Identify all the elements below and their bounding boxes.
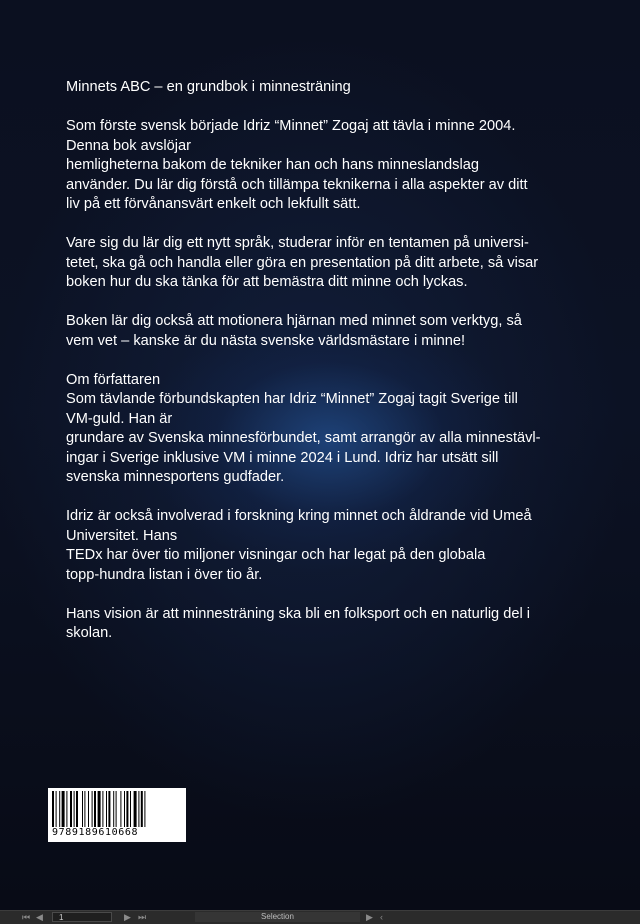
barcode-bars	[52, 791, 182, 827]
text-line: Som tävlande förbundskapten har Idriz “Minnet” Zogaj tagit Sverige till	[66, 391, 518, 407]
isbn-barcode	[48, 788, 186, 842]
next-page-icon[interactable]: ▶	[124, 912, 131, 922]
text-line: topp-hundra listan i över tio år.	[66, 566, 263, 583]
book-title-line	[66, 78, 566, 98]
text-line: Denna bok avslöjar	[66, 137, 191, 154]
text-line: vem vet – kanske är du nästa svenske världsmästare i minne!	[66, 332, 466, 349]
play-icon[interactable]: ▶	[366, 912, 373, 922]
text-line: hemligheterna bakom de tekniker han och hans minneslandslag	[66, 157, 479, 173]
status-bar	[0, 910, 640, 924]
paragraph-vision	[66, 605, 566, 644]
prev-page-icon[interactable]: ◀	[36, 912, 43, 922]
text-line: skolan.	[66, 625, 113, 641]
text-line: boken hur du ska tänka för att bemästra ditt minne och lyckas.	[66, 274, 468, 290]
back-cover-text	[66, 78, 566, 663]
text-line: tetet, ska gå och handla eller göra en presentation på ditt arbete, så visar	[66, 254, 539, 271]
paragraph-intro	[66, 117, 566, 215]
text-line: Hans vision är att minnesträning ska bli en folksport och en naturlig del i	[66, 605, 530, 622]
text-line: Boken lär dig också att motionera hjärnan med minnet som verktyg, så	[66, 313, 522, 329]
text-line: ingar i Sverige inklusive VM i minne 2024 i Lund. Idriz har utsätt sill	[66, 449, 499, 466]
paragraph-uses	[66, 234, 566, 293]
paragraph-author	[66, 371, 566, 488]
text-line: Universitet. Hans	[66, 527, 178, 544]
text-line: liv på ett förvånansvärt enkelt och lekfullt sätt.	[66, 196, 361, 212]
first-page-icon[interactable]: ⏮	[22, 912, 31, 922]
text-line: Idriz är också involverad i forskning kring minnet och åldrande vid Umeå	[66, 508, 532, 524]
last-page-icon[interactable]: ⏭	[138, 912, 147, 922]
text-line: svenska minnesportens gudfader.	[66, 469, 285, 485]
text-line: använder. Du lär dig förstå och tillämpa teknikerna i alla aspekter av ditt	[66, 176, 528, 193]
options-icon[interactable]: ‹	[380, 912, 383, 922]
text-line: VM-guld. Han är	[66, 410, 173, 427]
paragraph-exercise	[66, 312, 566, 351]
text-line: TEDx har över tio miljoner visningar och har legat på den globala	[66, 547, 486, 563]
barcode-digits: 9789189610668	[52, 827, 139, 838]
author-heading: Om författaren	[66, 371, 161, 388]
text-line: grundare av Svenska minnesförbundet, samt arrangör av alla minnestävl-	[66, 430, 541, 446]
text-line: Som förste svensk började Idriz “Minnet” Zogaj att tävla i minne 2004.	[66, 118, 516, 134]
page-number-field[interactable]: 1	[52, 912, 112, 922]
text-line: Vare sig du lär dig ett nytt språk, studerar inför en tentamen på universi-	[66, 235, 529, 251]
title-text: Minnets ABC – en grundbok i minnesträning	[66, 79, 351, 95]
tool-selector[interactable]: Selection	[195, 912, 360, 922]
paragraph-research	[66, 507, 566, 585]
